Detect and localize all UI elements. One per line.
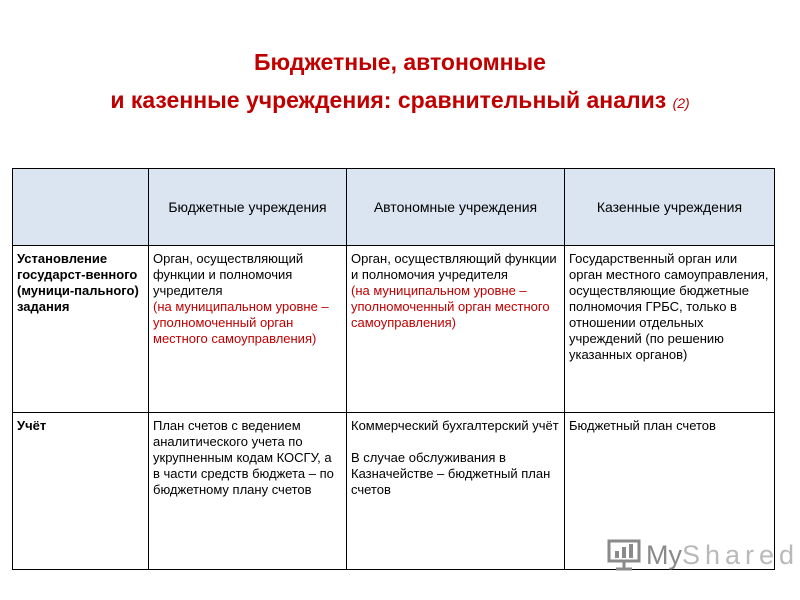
- table-header-row: [13, 169, 775, 246]
- slide-title-line-1: Бюджетные, автономные: [254, 49, 546, 75]
- slide-title-text: и казенные учреждения: сравнительный анализ: [110, 87, 667, 113]
- cell-text: Орган, осуществляющий функции и полномочия учредителя: [153, 251, 304, 298]
- column-header-state: Казенные учреждения: [565, 169, 775, 246]
- watermark-lead-text: My: [646, 539, 682, 570]
- cell-state-assignment: [565, 246, 775, 413]
- row-header-accounting: Учёт: [13, 413, 149, 570]
- cell-budget-accounting: [149, 413, 347, 570]
- cell-note: (на муниципальном уровне – уполномоченный орган местного самоуправления): [351, 283, 550, 330]
- comparison-table: [12, 168, 775, 570]
- cell-autonomous-accounting: [347, 413, 565, 570]
- cell-note: (на муниципальном уровне – уполномоченный орган местного самоуправления): [153, 299, 329, 346]
- header-empty-cell: [13, 169, 149, 246]
- column-header-budget: Бюджетные учреждения: [149, 169, 347, 246]
- watermark-tail-text: Shared: [682, 539, 800, 570]
- cell-note: В случае обслуживания в Казначействе – бюджетный план счетов: [351, 450, 551, 497]
- cell-text: Государственный орган или орган местного самоуправления, осуществляющие бюджетные полномочия ГРБС, только в отношении отдельных учреждений (по решению указанных органов): [569, 251, 769, 362]
- cell-text: Бюджетный план счетов: [569, 418, 716, 433]
- cell-autonomous-assignment: [347, 246, 565, 413]
- presentation-board-icon: [606, 538, 642, 572]
- cell-budget-assignment: [149, 246, 347, 413]
- cell-text: Коммерческий бухгалтерский учёт: [351, 418, 559, 433]
- slide-number-suffix: (2): [672, 95, 690, 111]
- column-header-autonomous: Автономные учреждения: [347, 169, 565, 246]
- slide-title-line-2: [0, 83, 800, 120]
- cell-text: План счетов с ведением аналитического учета по укрупненным кодам КОСГУ, а в части средств бюджета – по бюджетному плану счетов: [153, 418, 334, 497]
- table-row: [13, 246, 775, 413]
- watermark: [606, 535, 799, 575]
- row-header-assignment: Установление государст-венного (муници-пального) задания: [13, 246, 149, 413]
- cell-text: Орган, осуществляющий функции и полномочия учредителя: [351, 251, 557, 282]
